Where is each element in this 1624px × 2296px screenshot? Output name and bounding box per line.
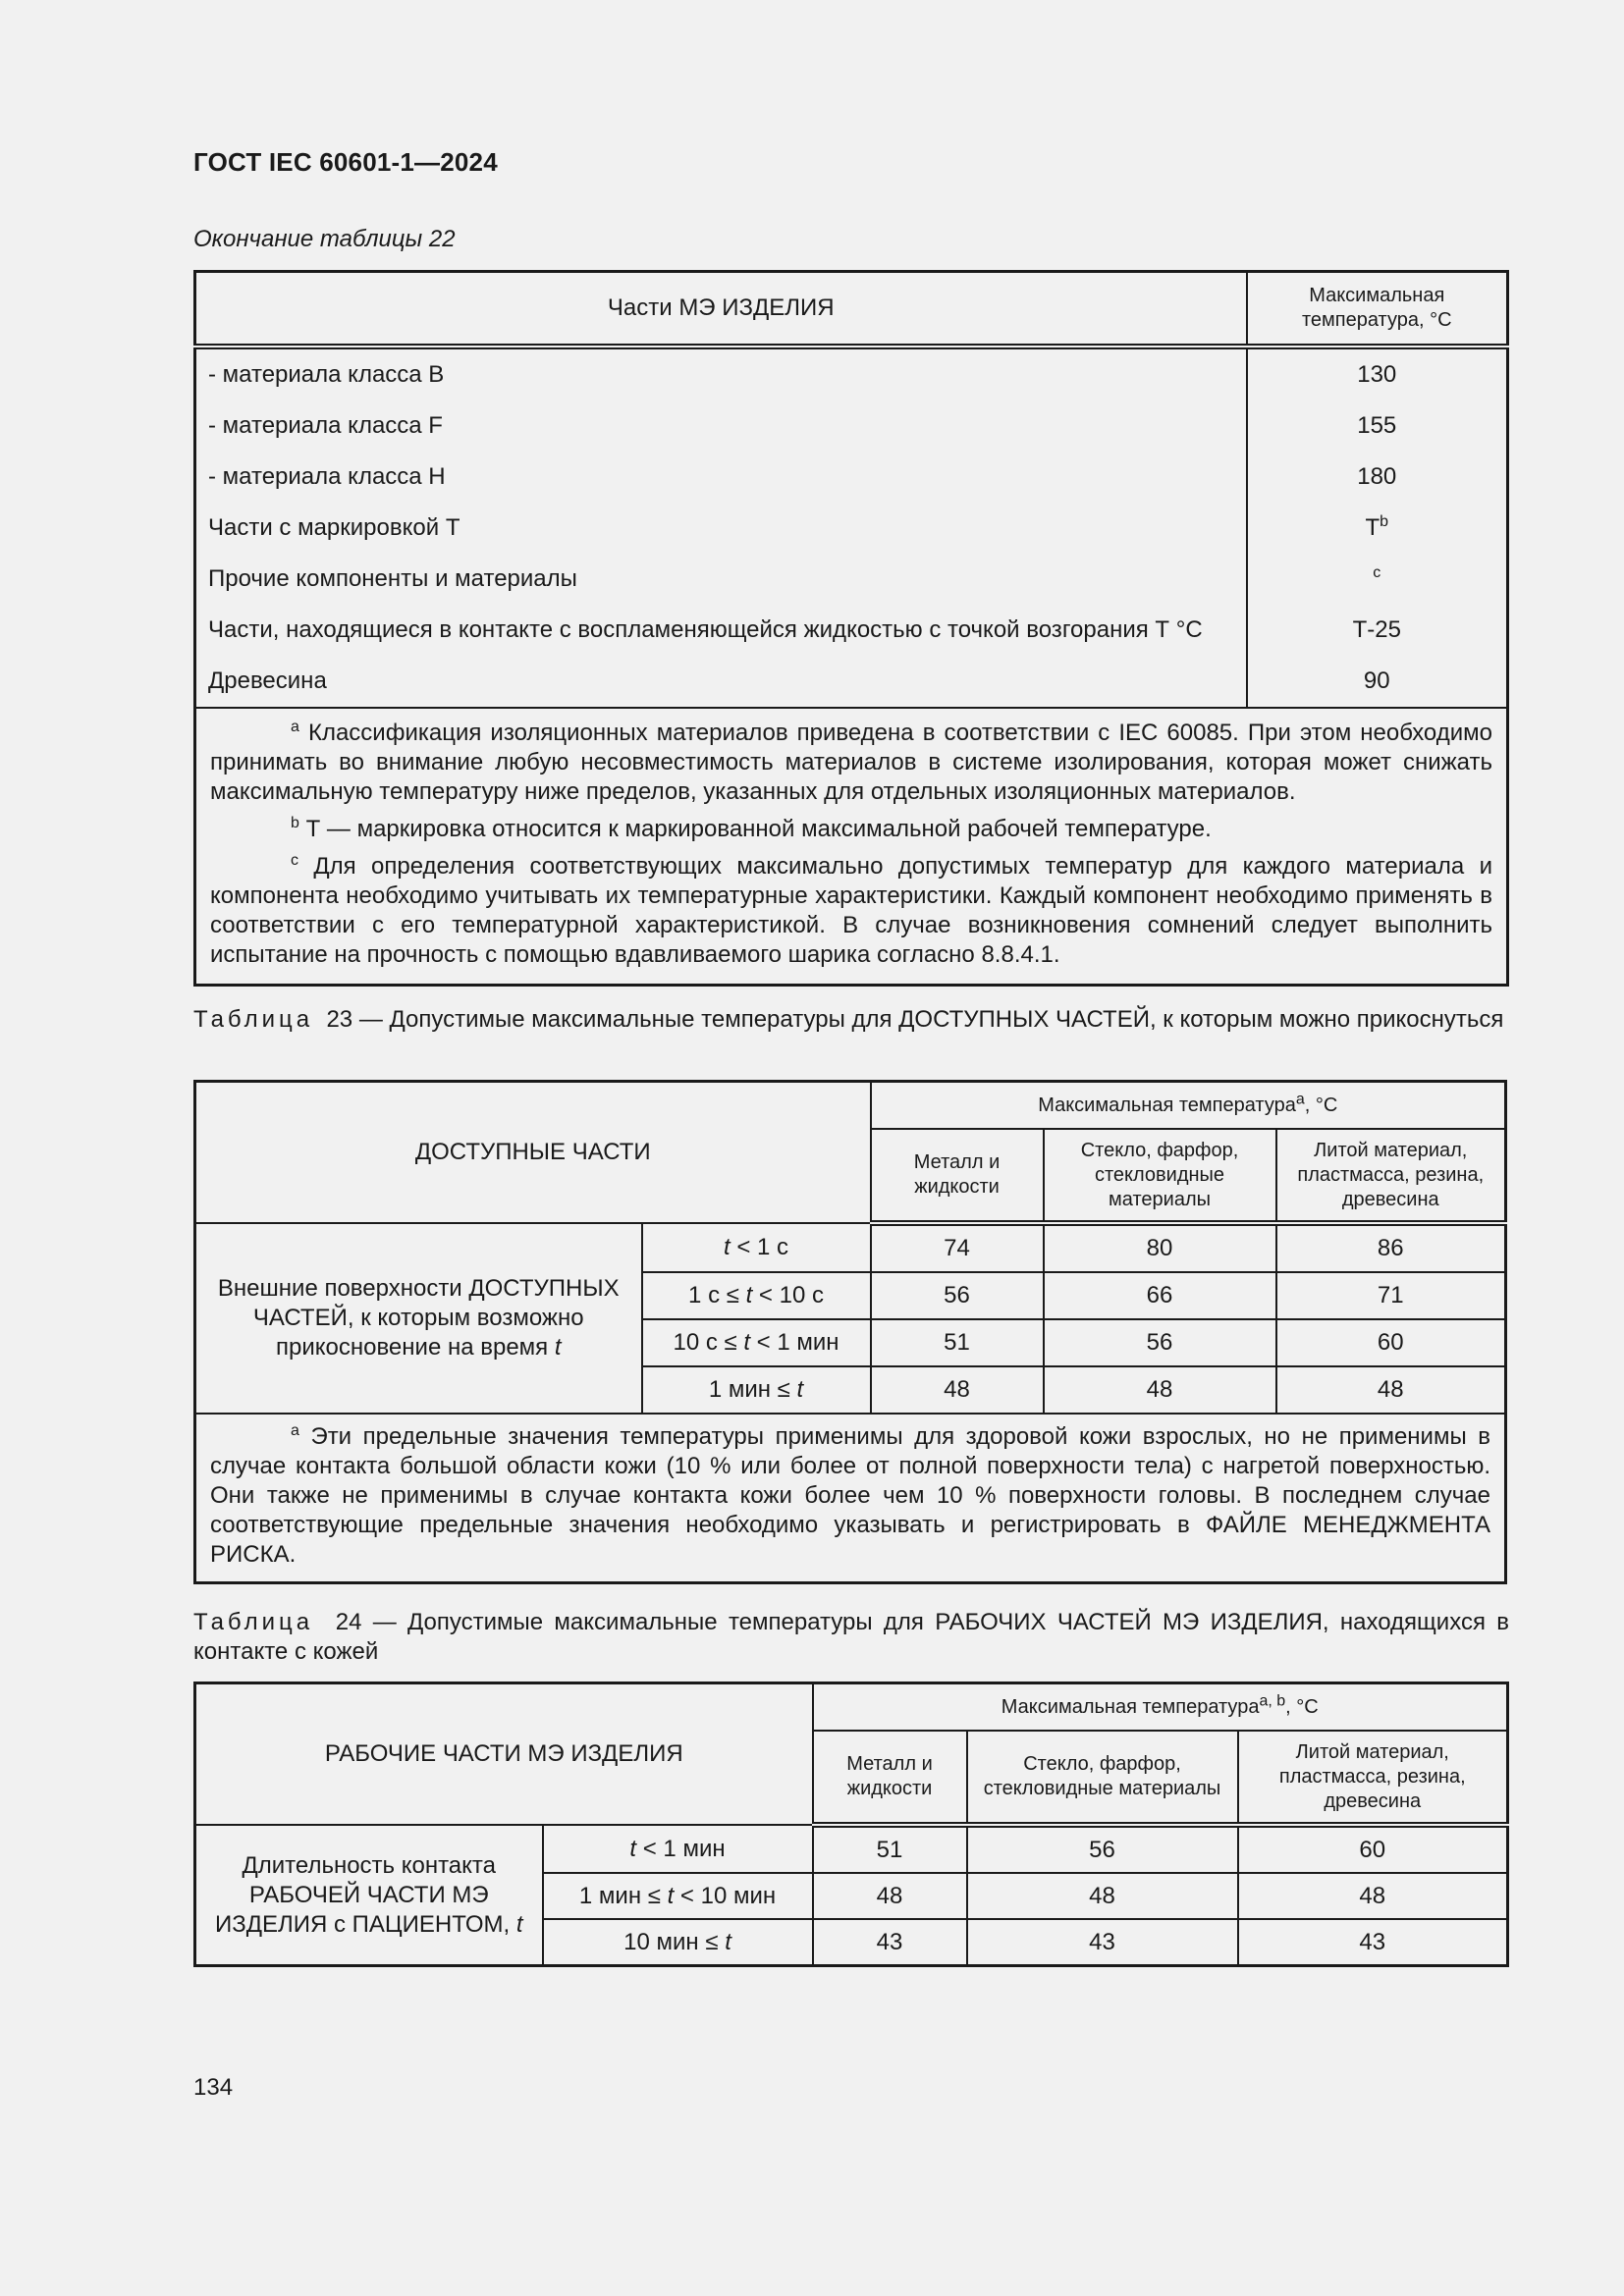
range-suffix: < 1 с [730, 1234, 789, 1260]
table24-group-label-text: Длительность контакта РАБОЧЕЙ ЧАСТИ МЭ ИЗДЕЛИЯ с ПАЦИЕНТОМ, [214, 1851, 511, 1938]
t22-cell-part: - материала класса F [195, 400, 1247, 452]
table23-cell-range [642, 1366, 871, 1414]
t22-footnote [210, 815, 1492, 844]
t23-header-group-sup: a [1295, 1090, 1305, 1107]
range-variable: t [725, 1928, 731, 1955]
table23-cell-molded: 48 [1276, 1366, 1506, 1414]
t22-cell-temp [1247, 347, 1508, 400]
table23-cell-metal: 74 [871, 1223, 1044, 1272]
table24-group-label-var: t [515, 1910, 523, 1938]
table-row [195, 1223, 1506, 1272]
table24-caption [193, 1608, 1509, 1667]
t24-header-glass: Стекло, фарфор, стекловидные материалы [967, 1731, 1238, 1825]
table23-cell-glass: 56 [1044, 1319, 1276, 1366]
t22-cell-temp [1247, 656, 1508, 708]
table-row [195, 656, 1508, 708]
t22-cell-part: Части, находящиеся в контакте с воспламеняющейся жидкостью с точкой возгорания Т °С [195, 605, 1247, 656]
t22-cell-temp [1247, 605, 1508, 656]
table24-cell-range [543, 1825, 813, 1873]
t22-footnote [210, 852, 1492, 970]
t24-header-metal: Металл и жидкости [813, 1731, 967, 1825]
table23-cell-glass: 80 [1044, 1223, 1276, 1272]
table24-cell-glass: 43 [967, 1919, 1238, 1966]
t22-cell-temp-value: 155 [1357, 412, 1397, 439]
t22-cell-temp-value: Т-25 [1352, 616, 1401, 643]
t22-cell-temp-value: 180 [1357, 463, 1397, 490]
t24-body [195, 1825, 1508, 1966]
table23-group-label [195, 1223, 642, 1414]
table24-cell-molded: 48 [1238, 1873, 1508, 1919]
table-23 [193, 1080, 1507, 1584]
table-row [195, 347, 1508, 400]
table-row [195, 1825, 1508, 1873]
table24-caption-text: 24 — Допустимые максимальные температуры для РАБОЧИХ ЧАСТЕЙ МЭ ИЗДЕЛИЯ, находящихся в контакте с кожей [193, 1609, 1509, 1665]
table23-cell-metal: 56 [871, 1272, 1044, 1319]
table24-cell-range [543, 1919, 813, 1966]
t24-header-group-sup: a, b [1259, 1691, 1286, 1709]
document-header: ГОСТ IEC 60601-1—2024 [193, 147, 498, 177]
t24-header-group-unit: , °С [1285, 1695, 1319, 1718]
table23-label: Таблица [193, 1006, 314, 1033]
range-variable: t [796, 1376, 804, 1403]
t24-header-molded: Литой материал, пластмасса, резина, древесина [1238, 1731, 1508, 1825]
range-variable: t [667, 1882, 675, 1909]
table23-cell-molded: 71 [1276, 1272, 1506, 1319]
table24-cell-glass: 48 [967, 1873, 1238, 1919]
table23-cell-molded: 86 [1276, 1223, 1506, 1272]
t22-footnotes [195, 708, 1508, 986]
table-22 [193, 270, 1509, 987]
table23-cell-metal: 51 [871, 1319, 1044, 1366]
table23-cell-range [642, 1319, 871, 1366]
table24-cell-range [543, 1873, 813, 1919]
range-suffix: < 1 мин [636, 1835, 726, 1862]
table23-cell-molded: 60 [1276, 1319, 1506, 1366]
table24-cell-metal: 43 [813, 1919, 967, 1966]
t22-cell-part: Древесина [195, 656, 1247, 708]
table24-cell-metal: 48 [813, 1873, 967, 1919]
table-row [195, 605, 1508, 656]
range-prefix: 10 с ≤ [673, 1329, 744, 1356]
table22-continuation-label: Окончание таблицы 22 [193, 226, 456, 252]
t23-footnote-mark: a [291, 1422, 299, 1439]
range-suffix: < 10 мин [674, 1882, 777, 1909]
range-prefix: 1 мин ≤ [708, 1376, 797, 1403]
t22-cell-part: Части с маркировкой Т [195, 503, 1247, 554]
table-row [195, 503, 1508, 554]
t22-cell-part: Прочие компоненты и материалы [195, 554, 1247, 605]
table23-cell-glass: 66 [1044, 1272, 1276, 1319]
range-prefix: 10 мин ≤ [623, 1928, 726, 1955]
t23-footnote [195, 1414, 1506, 1583]
range-prefix: 1 с ≤ [688, 1282, 746, 1308]
table24-cell-metal: 51 [813, 1825, 967, 1873]
table23-cell-metal: 48 [871, 1366, 1044, 1414]
t22-footnote-text: Для определения соответствующих максимально допустимых температур для каждого материала и компонента необходимо учитывать их температурные характеристики. Каждый компонент необходимо применять в соответствии с его температурной характеристикой. В случае возникновения сомнений следует выполнить испытание на прочность с помощью вдавливаемого шарика согласно 8.8.4.1. [210, 853, 1492, 968]
t23-header-group [871, 1082, 1506, 1130]
table24-cell-glass: 56 [967, 1825, 1238, 1873]
table23-cell-range [642, 1223, 871, 1272]
range-suffix: < 1 мин [750, 1329, 839, 1356]
t22-cell-temp [1247, 400, 1508, 452]
table24-label: Таблица [193, 1609, 314, 1635]
t23-header-group-text: Максимальная температура [1038, 1094, 1296, 1116]
table23-group-label-var: t [554, 1334, 562, 1361]
t24-header-group [813, 1683, 1508, 1732]
table24-cell-molded: 43 [1238, 1919, 1508, 1966]
t23-header-parts: ДОСТУПНЫЕ ЧАСТИ [195, 1082, 871, 1224]
range-variable: t [723, 1234, 731, 1260]
table-row [195, 554, 1508, 605]
table24-cell-molded: 60 [1238, 1825, 1508, 1873]
range-suffix: < 10 с [752, 1282, 824, 1308]
table23-cell-range [642, 1272, 871, 1319]
table-24 [193, 1682, 1509, 1967]
t22-header-temp: Максимальная температура, °С [1247, 272, 1508, 347]
t23-header-group-unit: , °С [1304, 1094, 1338, 1116]
range-variable: t [629, 1835, 637, 1862]
table-row [195, 400, 1508, 452]
t22-footnote-text: Т — маркировка относится к маркированной максимальной рабочей температуре. [298, 816, 1212, 842]
t22-header-parts: Части МЭ ИЗДЕЛИЯ [195, 272, 1247, 347]
t23-header-molded: Литой материал, пластмасса, резина, древесина [1276, 1129, 1506, 1223]
table23-cell-glass: 48 [1044, 1366, 1276, 1414]
t24-header-group-text: Максимальная температура [1001, 1695, 1260, 1718]
range-prefix: 1 мин ≤ [578, 1882, 668, 1909]
t24-header-parts: РАБОЧИЕ ЧАСТИ МЭ ИЗДЕЛИЯ [195, 1683, 813, 1826]
t22-cell-temp-value: 130 [1357, 361, 1397, 388]
table23-caption [193, 1005, 1509, 1035]
t22-cell-temp [1247, 554, 1508, 605]
t22-footnote-mark: b [291, 815, 299, 831]
table23-group-label-text: Внешние поверхности ДОСТУПНЫХ ЧАСТЕЙ, к которым возможно прикосновение на время [217, 1275, 620, 1361]
t22-footnote [210, 719, 1492, 807]
t22-body [195, 347, 1508, 708]
t22-cell-temp [1247, 452, 1508, 503]
t23-header-glass: Стекло, фарфор, стекловидные материалы [1044, 1129, 1276, 1223]
range-variable: t [745, 1282, 753, 1308]
t23-header-metal: Металл и жидкости [871, 1129, 1044, 1223]
t22-cell-temp-sup: c [1373, 564, 1381, 581]
page-number: 134 [193, 2074, 234, 2101]
t22-footnote-mark: c [291, 852, 298, 869]
table23-caption-text: 23 — Допустимые максимальные температуры для ДОСТУПНЫХ ЧАСТЕЙ, к которым можно прикоснуться [326, 1006, 1504, 1033]
t22-cell-temp-value: 90 [1363, 667, 1390, 694]
t23-footnote-text: Эти предельные значения температуры применимы для здоровой кожи взрослых, но не применимы в случае контакта большой области кожи (10 % или более от полной поверхности тела) с нагретой поверхностью. Они также не применимы в случае контакта кожи более чем 10 % поверхности головы. В последнем случае соответствующие предельные значения необходимо указывать и регистрировать в ФАЙЛЕ МЕНЕДЖМЕНТА РИСКА. [210, 1423, 1490, 1568]
t22-footnote-mark: a [291, 719, 299, 735]
t22-footnote-text: Классификация изоляционных материалов приведена в соответствии с IEC 60085. При этом необходимо принимать во внимание любую несовместимость материалов в системе изолирования, которая может снижать максимальную температуру ниже пределов, указанных для отдельных изоляционных материалов. [210, 720, 1492, 805]
t22-cell-part: - материала класса В [195, 347, 1247, 400]
table24-group-label [195, 1825, 543, 1966]
t22-cell-part: - материала класса Н [195, 452, 1247, 503]
range-variable: t [743, 1329, 751, 1356]
t22-cell-temp [1247, 503, 1508, 554]
t22-cell-temp-value: T [1365, 514, 1380, 541]
table-row [195, 452, 1508, 503]
t23-body [195, 1223, 1506, 1414]
t22-cell-temp-sup: b [1380, 513, 1389, 530]
